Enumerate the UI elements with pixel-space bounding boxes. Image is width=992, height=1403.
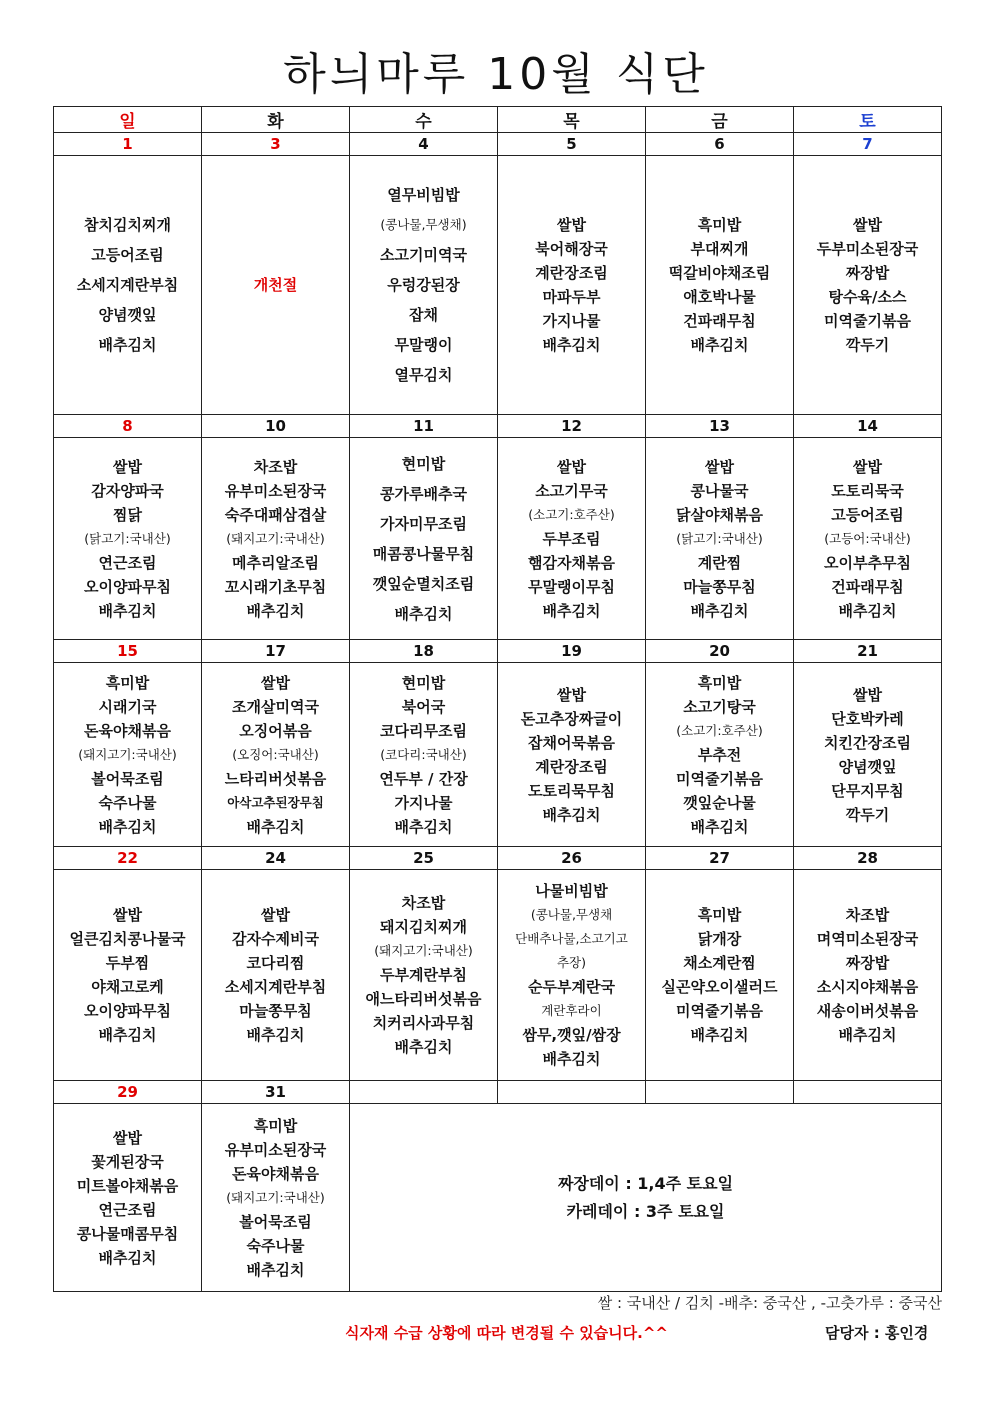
menu-item: 아삭고추된장무침 — [227, 794, 324, 810]
menu-item: 배추김치 — [542, 601, 601, 620]
weekday-sun: 일 — [54, 107, 202, 133]
menu-cell-tue — [202, 438, 350, 640]
menu-item: 깻잎순멸치조림 — [372, 574, 475, 593]
menu-item: 고등어조림 — [91, 246, 164, 264]
menu-item: 느타리버섯볶음 — [224, 769, 327, 788]
menu-item: 오이양파무침 — [84, 1002, 171, 1020]
menu-item: 얼큰김치콩나물국 — [69, 930, 186, 948]
menu-item: 마늘쫑무침 — [683, 577, 756, 596]
menu-item: 유부미소된장국 — [224, 1140, 327, 1159]
menu-item: 계란찜 — [697, 553, 742, 572]
menu-item: 연근조림 — [98, 1200, 157, 1219]
menu-item: 가자미무조림 — [380, 514, 467, 533]
weekday-wed: 수 — [350, 107, 498, 133]
menu-cell-sun — [54, 663, 202, 847]
menu-item: 배추김치 — [690, 817, 749, 836]
menu-item: 나물비빔밥 — [535, 882, 608, 900]
menu-item: 소고기미역국 — [380, 246, 467, 264]
menu-item: 실곤약오이샐러드 — [661, 978, 778, 996]
menu-item: 흑미밥 — [697, 673, 742, 692]
menu-item: 흑미밥 — [697, 906, 742, 924]
menu-item: 쌈무,깻잎/쌈장 — [522, 1026, 621, 1044]
menu-item: 배추김치 — [394, 1038, 453, 1056]
menu-item: 연두부 / 간장 — [379, 769, 468, 788]
menu-item: 열무비빔밥 — [387, 186, 460, 204]
menu-item: 양념깻잎 — [838, 757, 897, 776]
menu-item: 돼지김치찌개 — [380, 918, 467, 936]
menu-item: 배추김치 — [542, 805, 601, 824]
menu-item: 볼어묵조림 — [91, 769, 164, 788]
menu-cell-sun — [54, 438, 202, 640]
date-cell-sun: 22 — [54, 847, 202, 870]
date-cell-thu: 26 — [498, 847, 646, 870]
menu-item: 배추김치 — [98, 1248, 157, 1267]
menu-item: 미트볼야채볶음 — [76, 1176, 179, 1195]
date-cell-fri: 20 — [646, 640, 794, 663]
menu-item: 배추김치 — [98, 601, 157, 620]
menu-item: 쌀밥 — [557, 216, 586, 234]
menu-item: 북어국 — [401, 697, 446, 716]
weekday-tue: 화 — [202, 107, 350, 133]
menu-cell-thu — [498, 156, 646, 415]
menu-cell-wed — [350, 870, 498, 1081]
menu-item: 도토리묵무침 — [528, 781, 615, 800]
menu-item: 탕수육/소스 — [828, 288, 907, 306]
menu-item: 흑미밥 — [253, 1116, 298, 1135]
menu-item: 새송이버섯볶음 — [816, 1002, 919, 1020]
weekday-fri: 금 — [646, 107, 794, 133]
menu-item: 배추김치 — [838, 601, 897, 620]
menu-item: 부추전 — [697, 745, 742, 764]
menu-item: (닭고기:국내산) — [676, 530, 763, 546]
menu-cell-sat — [794, 663, 942, 847]
menu-item: 건파래무침 — [831, 577, 904, 596]
date-cell-thu: 19 — [498, 640, 646, 663]
manager-name: 담당자 : 홍인경 — [825, 1324, 929, 1342]
change-warning: 식자재 수급 상황에 따라 변경될 수 있습니다.^^ — [345, 1324, 668, 1342]
menu-item: 배추김치 — [98, 1026, 157, 1044]
date-cell-wed: 18 — [350, 640, 498, 663]
menu-item: 차조밥 — [253, 457, 298, 476]
weekday-thu: 목 — [498, 107, 646, 133]
menu-item: 쌀밥 — [113, 1128, 142, 1147]
menu-cell-wed — [350, 438, 498, 640]
menu-item: 쌀밥 — [261, 906, 290, 924]
menu-item: 애호박나물 — [683, 288, 756, 306]
menu-item: 배추김치 — [246, 817, 305, 836]
menu-item: 계란후라이 — [541, 1003, 602, 1018]
menu-item: (돼지고기:국내산) — [226, 1189, 325, 1205]
menu-item: 감자양파국 — [91, 481, 164, 500]
menu-cell-tue — [202, 663, 350, 847]
menu-item: 계란장조림 — [535, 757, 608, 776]
menu-item: 돈육야채볶음 — [84, 721, 171, 740]
menu-item: 흑미밥 — [105, 673, 150, 692]
menu-cell-fri — [646, 663, 794, 847]
menu-item: 양념깻잎 — [98, 306, 157, 324]
menu-item: 부대찌개 — [690, 240, 749, 258]
menu-item: 연근조림 — [98, 553, 157, 572]
date-cell-wed: 11 — [350, 415, 498, 438]
date-cell-sat — [794, 1081, 942, 1104]
menu-item: 조개살미역국 — [232, 697, 319, 716]
menu-item: 쌀밥 — [113, 457, 142, 476]
menu-item: 두부미소된장국 — [816, 240, 919, 258]
menu-item: 떡갈비야채조림 — [668, 264, 771, 282]
menu-item: (돼지고기:국내산) — [226, 530, 325, 546]
weekday-sat: 토 — [794, 107, 942, 133]
menu-cell-sun — [54, 1104, 202, 1292]
menu-item: 쌀밥 — [557, 685, 586, 704]
menu-item: 현미밥 — [401, 673, 446, 692]
menu-item: 추장) — [556, 955, 587, 970]
menu-item: 흑미밥 — [697, 216, 742, 234]
menu-item: (콩나물,무생채) — [380, 217, 467, 232]
date-cell-sun: 1 — [54, 133, 202, 156]
menu-row — [54, 870, 942, 1081]
menu-cell-thu — [498, 870, 646, 1081]
menu-item: 쌀밥 — [853, 216, 882, 234]
date-cell-wed: 25 — [350, 847, 498, 870]
menu-item: 깍두기 — [845, 805, 890, 824]
menu-item: 콩나물국 — [690, 481, 749, 500]
menu-item: 배추김치 — [690, 336, 749, 354]
menu-item: 우렁강된장 — [387, 276, 460, 294]
menu-cell-fri — [646, 156, 794, 415]
menu-item: 배추김치 — [98, 817, 157, 836]
date-cell-sun: 8 — [54, 415, 202, 438]
menu-cell-tue — [202, 1104, 350, 1292]
menu-item: 메추리알조림 — [232, 553, 319, 572]
menu-item: 쌀밥 — [853, 457, 882, 476]
menu-item: 소고기무국 — [535, 481, 608, 500]
menu-item: 쌀밥 — [113, 906, 142, 924]
menu-item: 참치김치찌개 — [84, 216, 171, 234]
menu-item: 오이양파무침 — [84, 577, 171, 596]
menu-item: 미역줄기볶음 — [824, 312, 911, 330]
menu-item: 닭살야채볶음 — [676, 505, 763, 524]
date-row — [54, 640, 942, 663]
date-cell-fri — [646, 1081, 794, 1104]
menu-cell-sat — [794, 156, 942, 415]
date-cell-tue: 24 — [202, 847, 350, 870]
menu-item: 배추김치 — [246, 1026, 305, 1044]
menu-item: 두부계란부침 — [380, 966, 467, 984]
menu-cell-tue — [202, 156, 350, 415]
notice-line1: 짜장데이 : 1,4주 토요일 — [557, 1173, 734, 1193]
menu-item: 가지나물 — [394, 793, 453, 812]
menu-cell-sun — [54, 156, 202, 415]
menu-item: 볼어묵조림 — [239, 1212, 312, 1231]
menu-item: 도토리묵국 — [831, 481, 904, 500]
date-cell-tue: 17 — [202, 640, 350, 663]
date-cell-thu: 12 — [498, 415, 646, 438]
menu-item: 배추김치 — [394, 604, 453, 623]
date-cell-fri: 13 — [646, 415, 794, 438]
date-cell-sat: 28 — [794, 847, 942, 870]
menu-item: 짜장밥 — [845, 954, 890, 972]
menu-item: 무말랭이무침 — [528, 577, 615, 596]
menu-item: 야채고로케 — [91, 978, 164, 996]
menu-item: 콩가루배추국 — [380, 484, 467, 503]
menu-item: 배추김치 — [690, 601, 749, 620]
menu-item: 숙주나물 — [246, 1236, 305, 1255]
date-cell-tue: 3 — [202, 133, 350, 156]
menu-cell-sat — [794, 870, 942, 1081]
menu-item: (코다리:국내산) — [380, 746, 467, 762]
menu-item: 배추김치 — [394, 817, 453, 836]
date-cell-sat: 7 — [794, 133, 942, 156]
date-cell-tue: 31 — [202, 1081, 350, 1104]
menu-item: 잡채어묵볶음 — [528, 733, 615, 752]
menu-item: 배추김치 — [98, 336, 157, 354]
menu-item: 계란장조림 — [535, 264, 608, 282]
menu-item: 북어해장국 — [535, 240, 608, 258]
menu-item: 차조밥 — [401, 894, 446, 912]
menu-item: 소고기탕국 — [683, 697, 756, 716]
menu-item: 배추김치 — [690, 1026, 749, 1044]
menu-item: 소세지계란부침 — [76, 276, 179, 294]
menu-item: 가지나물 — [542, 312, 601, 330]
menu-item: 콩나물매콤무침 — [76, 1224, 179, 1243]
menu-item: 며역미소된장국 — [816, 930, 919, 948]
menu-item: 찜닭 — [113, 505, 142, 524]
origin-info: 쌀 : 국내산 / 김치 -배추: 중국산 , -고춧가루 : 중국산 — [597, 1294, 942, 1312]
date-cell-tue: 10 — [202, 415, 350, 438]
menu-item: 시래기국 — [98, 697, 157, 716]
menu-item: 잡채 — [409, 306, 438, 324]
menu-cell-tue — [202, 870, 350, 1081]
menu-item: 두부조림 — [542, 529, 601, 548]
menu-item: 햄감자채볶음 — [528, 553, 615, 572]
menu-item: (소고기:호주산) — [676, 722, 763, 738]
menu-cell-fri — [646, 438, 794, 640]
menu-item: 열무김치 — [394, 366, 453, 384]
date-cell-thu — [498, 1081, 646, 1104]
meal-calendar — [53, 106, 942, 1292]
menu-item: 무말랭이 — [394, 336, 453, 354]
menu-row — [54, 438, 942, 640]
date-cell-wed: 4 — [350, 133, 498, 156]
date-row — [54, 847, 942, 870]
menu-item: 마늘쫑무침 — [239, 1002, 312, 1020]
menu-item: 깍두기 — [845, 336, 890, 354]
menu-item: 건파래무침 — [683, 312, 756, 330]
menu-item: 감자수제비국 — [232, 930, 319, 948]
menu-item: 유부미소된장국 — [224, 481, 327, 500]
date-row — [54, 133, 942, 156]
date-cell-fri: 27 — [646, 847, 794, 870]
menu-item: 배추김치 — [246, 601, 305, 620]
holiday-label: 개천절 — [253, 276, 298, 294]
menu-item: 배추김치 — [246, 1260, 305, 1279]
menu-item: 단배추나물,소고기고 — [515, 931, 628, 946]
menu-row — [54, 156, 942, 415]
menu-item: 배추김치 — [542, 1050, 601, 1068]
date-cell-thu: 5 — [498, 133, 646, 156]
menu-item: 치커리사과무침 — [372, 1014, 475, 1032]
date-cell-sat: 21 — [794, 640, 942, 663]
menu-item: 미역줄기볶음 — [676, 1002, 763, 1020]
menu-item: 배추김치 — [542, 336, 601, 354]
date-cell-sun: 15 — [54, 640, 202, 663]
menu-item: 돈육야채볶음 — [232, 1164, 319, 1183]
menu-row — [54, 1104, 942, 1292]
menu-item: 매콤콩나물무침 — [372, 544, 475, 563]
menu-cell-sun — [54, 870, 202, 1081]
menu-item: 숙주대패삼겹살 — [224, 505, 327, 524]
menu-item: (소고기:호주산) — [528, 506, 615, 522]
menu-item: (콩나물,무생채 — [530, 907, 613, 922]
menu-item: 순두부계란국 — [528, 978, 615, 996]
menu-row — [54, 663, 942, 847]
notice-line2: 카레데이 : 3주 토요일 — [566, 1201, 725, 1221]
menu-item: 꽃게된장국 — [91, 1152, 164, 1171]
notice-cell — [350, 1104, 942, 1292]
menu-item: 짜장밥 — [845, 264, 890, 282]
menu-cell-sat — [794, 438, 942, 640]
menu-item: 오이부추무침 — [824, 553, 911, 572]
menu-item: (고등어:국내산) — [824, 530, 911, 546]
date-cell-sat: 14 — [794, 415, 942, 438]
menu-item: 꼬시래기초무침 — [224, 577, 327, 596]
menu-item: 차조밥 — [845, 906, 890, 924]
menu-item: 돈고추장짜글이 — [520, 709, 623, 728]
menu-item: 숙주나물 — [98, 793, 157, 812]
menu-item: 단호박카레 — [831, 709, 904, 728]
menu-cell-fri — [646, 870, 794, 1081]
menu-item: 마파두부 — [542, 288, 601, 306]
menu-item: 코다리찜 — [246, 954, 305, 972]
menu-item: 쌀밥 — [705, 457, 734, 476]
date-row — [54, 415, 942, 438]
menu-item: (돼지고기:국내산) — [374, 943, 473, 958]
date-cell-sun: 29 — [54, 1081, 202, 1104]
date-cell-fri: 6 — [646, 133, 794, 156]
menu-item: 쌀밥 — [557, 457, 586, 476]
menu-item: (닭고기:국내산) — [84, 530, 171, 546]
page-title: 하늬마루 10월 식단 — [283, 49, 709, 100]
date-cell-wed — [350, 1081, 498, 1104]
menu-cell-wed — [350, 663, 498, 847]
menu-item: 닭개장 — [697, 930, 742, 948]
menu-item: 채소계란찜 — [683, 954, 756, 972]
menu-item: 치킨간장조림 — [824, 733, 911, 752]
weekday-header-row — [54, 107, 942, 133]
menu-item: (오징어:국내산) — [232, 746, 319, 762]
menu-item: 고등어조림 — [831, 505, 904, 524]
menu-item: 단무지무침 — [831, 781, 904, 800]
menu-item: 미역줄기볶음 — [676, 769, 763, 788]
menu-item: 현미밥 — [401, 454, 446, 473]
menu-item: 쌀밥 — [261, 673, 290, 692]
menu-item: 코다리무조림 — [380, 721, 467, 740]
menu-cell-thu — [498, 438, 646, 640]
menu-item: 애느타리버섯볶음 — [365, 990, 482, 1008]
menu-cell-wed — [350, 156, 498, 415]
menu-item: 쌀밥 — [853, 685, 882, 704]
menu-cell-thu — [498, 663, 646, 847]
menu-item: 배추김치 — [838, 1026, 897, 1044]
date-row — [54, 1081, 942, 1104]
menu-item: 깻잎순나물 — [683, 793, 756, 812]
menu-item: 소세지계란부침 — [224, 978, 327, 996]
menu-item: 소시지야채볶음 — [816, 978, 919, 996]
menu-item: 오징어볶음 — [239, 721, 312, 740]
menu-item: (돼지고기:국내산) — [78, 746, 177, 762]
menu-item: 두부찜 — [105, 954, 150, 972]
